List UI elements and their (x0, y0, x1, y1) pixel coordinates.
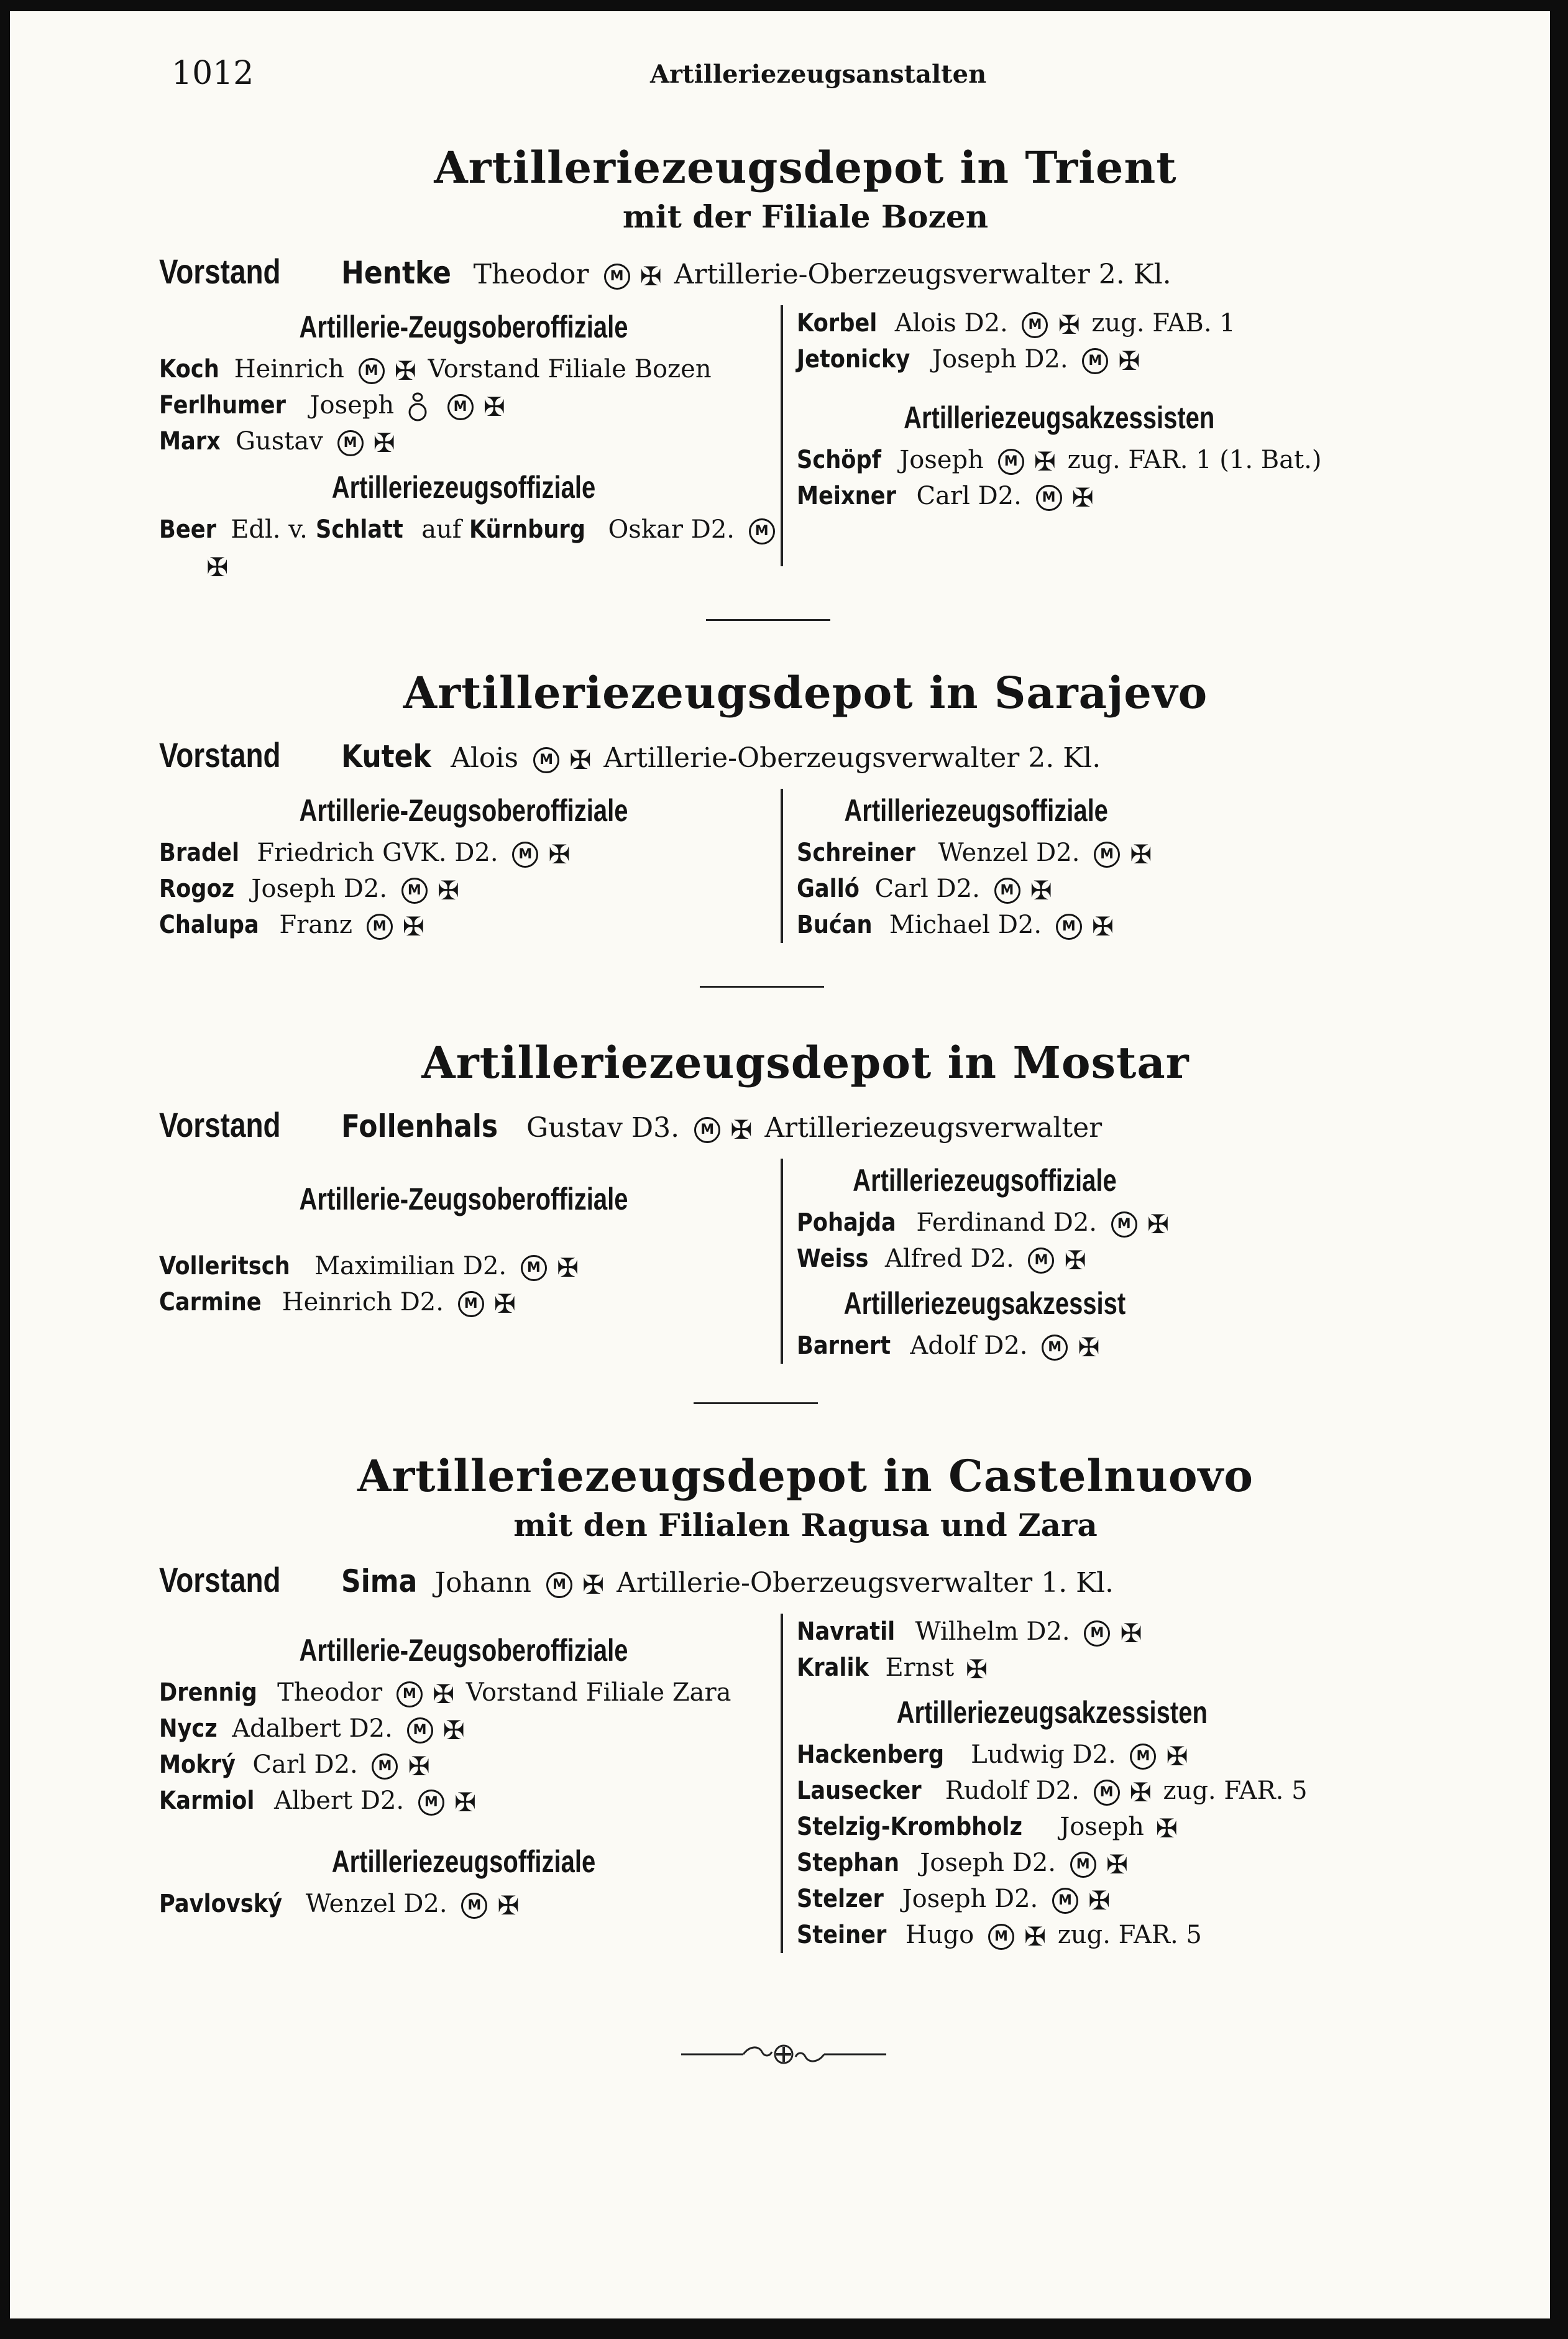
list-item (159, 871, 768, 907)
surname: Steiner (797, 1921, 887, 1949)
list-item (797, 1917, 1308, 1953)
m-badge-icon: M (418, 1790, 444, 1816)
cross-icon: ✠ (1106, 1849, 1128, 1880)
column-heading: Artilleriezeugsakzessisten (904, 400, 1215, 435)
firstname: Adalbert (232, 1714, 341, 1743)
surname: Meixner (797, 482, 896, 510)
firstname: Wenzel (938, 839, 1029, 867)
surname: Schöpf (797, 446, 881, 474)
m-badge-icon: M (1056, 914, 1082, 940)
m-badge-icon: M (1082, 348, 1108, 374)
m-badge-icon: M (749, 518, 775, 545)
firstname: Joseph (932, 345, 1017, 374)
m-badge-icon: M (1036, 485, 1062, 511)
vorstand-label: Vorstand (159, 1560, 281, 1599)
vorstand-surname: Kutek (341, 738, 431, 774)
list-item (797, 1328, 1173, 1364)
firstname: Rudolf (945, 1776, 1028, 1805)
note: zug. FAR. 5 (1057, 1921, 1202, 1949)
decoration: D2. (984, 1331, 1028, 1360)
firstname: Joseph (902, 1885, 987, 1913)
cross-icon: ✠ (1130, 839, 1152, 870)
cross-icon: ✠ (206, 552, 229, 582)
firstname: Michael (889, 911, 991, 939)
vorstand-firstname: Gustav (526, 1112, 623, 1144)
m-badge-icon: M (1042, 1335, 1068, 1361)
decoration: D2. (349, 1714, 393, 1743)
page (10, 11, 1550, 2318)
surname: Barnert (797, 1331, 891, 1360)
firstname: Heinrich (234, 355, 344, 384)
section-title: Artilleriezeugsdepot in Sarajevo (403, 667, 1208, 719)
decoration: D2. (1072, 1740, 1116, 1769)
m-badge-icon: M (447, 394, 474, 420)
surname: Mokrý (159, 1750, 236, 1779)
firstname: Joseph (1060, 1813, 1144, 1841)
list-item (797, 1205, 1173, 1241)
list-item (159, 1783, 768, 1819)
decoration: D2. (400, 1288, 444, 1317)
cross-icon: ✠ (1129, 1777, 1152, 1808)
column-heading: Artillerie-Zeugsoberoffiziale (299, 793, 628, 828)
m-badge-icon: M (546, 1572, 572, 1598)
m-badge-icon: M (461, 1893, 487, 1919)
name-particle: Edl. v. (231, 515, 308, 544)
decoration: D2. (997, 911, 1042, 939)
m-badge-icon: M (512, 842, 538, 868)
cross-icon: ✠ (394, 356, 416, 386)
cross-icon: ✠ (1024, 1921, 1047, 1952)
note: zug. FAB. 1 (1091, 309, 1236, 338)
decoration: D2. (970, 1244, 1014, 1273)
columns (159, 1614, 1452, 1953)
firstname: Gustav (236, 427, 323, 456)
surname: Drennig (159, 1678, 257, 1707)
firstname: Carl (916, 482, 970, 510)
list-item (159, 1284, 768, 1320)
list-item (797, 478, 1321, 514)
surname: Kralik (797, 1653, 869, 1682)
surname: Korbel (797, 309, 878, 338)
list-item (797, 305, 1321, 341)
decoration: D2. (690, 515, 735, 544)
cross-icon: ✠ (965, 1654, 988, 1684)
surname: Jetonicky (797, 345, 910, 374)
surname: Kürnburg (469, 515, 586, 544)
vorstand-firstname: Theodor (473, 259, 589, 290)
cross-icon: ✠ (493, 1289, 516, 1319)
m-badge-icon: M (1130, 1744, 1156, 1770)
list-item (797, 1241, 1173, 1277)
surname: Pavlovský (159, 1890, 283, 1918)
firstname: Ernst (885, 1653, 955, 1682)
section-sarajevo (159, 667, 1452, 943)
firstname: Oskar (608, 515, 684, 544)
note: Vorstand Filiale Bozen (428, 355, 712, 384)
surname: Lausecker (797, 1776, 922, 1805)
surname: Schreiner (797, 839, 915, 867)
vorstand-surname: Sima (341, 1563, 417, 1599)
firstname: Franz (279, 911, 352, 939)
m-badge-icon: M (604, 264, 630, 290)
column-heading: Artilleriezeugsoffiziale (844, 793, 1108, 828)
cross-icon: ✠ (1058, 310, 1080, 340)
left-column (159, 1614, 781, 1953)
column-heading: Artilleriezeugsakzessisten (896, 1695, 1208, 1730)
decoration: D2. (403, 1890, 447, 1918)
vorstand-label: Vorstand (159, 1105, 281, 1144)
medal-icon (407, 391, 428, 423)
list-item (159, 548, 768, 584)
page-number: 1012 (172, 55, 254, 92)
list-item (159, 423, 768, 459)
list-item (797, 341, 1321, 377)
firstname: Maximilian (314, 1252, 456, 1280)
section-title: Artilleriezeugsdepot in Trient (434, 142, 1177, 193)
column-heading: Artilleriezeugsoffiziale (331, 470, 596, 505)
list-item (159, 1248, 768, 1284)
right-column (781, 1614, 1308, 1953)
section-divider (700, 986, 824, 988)
m-badge-icon: M (694, 1117, 720, 1143)
vorstand-firstname: Johann (434, 1567, 531, 1599)
section-title: Artilleriezeugsdepot in Mostar (421, 1037, 1190, 1088)
m-badge-icon: M (401, 878, 428, 904)
firstname: Hugo (905, 1921, 974, 1949)
decoration: D2. (343, 875, 388, 903)
end-ornament-icon (681, 2041, 886, 2068)
m-badge-icon: M (367, 914, 393, 940)
m-badge-icon: M (1111, 1211, 1137, 1238)
firstname: Wilhelm (915, 1617, 1019, 1646)
surname: Rogoz (159, 875, 235, 903)
firstname: Ferdinand (916, 1208, 1046, 1237)
firstname: Albert (274, 1786, 353, 1815)
list-item (797, 1845, 1308, 1881)
note: Vorstand Filiale Zara (465, 1678, 731, 1707)
m-badge-icon: M (533, 747, 559, 773)
m-badge-icon: M (337, 430, 364, 456)
m-badge-icon: M (521, 1255, 547, 1281)
cross-icon: ✠ (432, 1679, 455, 1709)
cross-icon: ✠ (1120, 1618, 1142, 1648)
list-item (159, 512, 768, 548)
cross-icon: ✠ (1071, 482, 1094, 513)
vorstand-rank: Artillerie-Oberzeugsverwalter 2. Kl. (674, 259, 1171, 290)
firstname: Ludwig (971, 1740, 1065, 1769)
firstname: Adolf (910, 1331, 976, 1360)
m-badge-icon: M (359, 358, 385, 384)
cross-icon: ✠ (1078, 1332, 1100, 1363)
surname: Pohajda (797, 1208, 896, 1237)
list-item (159, 1711, 768, 1747)
cross-icon: ✠ (1088, 1885, 1111, 1916)
m-badge-icon: M (994, 878, 1020, 904)
decoration: D2. (964, 309, 1008, 338)
firstname: Joseph (920, 1849, 1005, 1877)
list-item (797, 442, 1321, 478)
cross-icon: ✠ (402, 911, 424, 942)
decoration: D2. (1012, 1849, 1056, 1877)
surname: Koch (159, 355, 219, 384)
firstname: Joseph (309, 391, 395, 420)
firstname: Alfred (884, 1244, 963, 1273)
vorstand-rank: Artilleriezeugsverwalter (764, 1112, 1103, 1144)
cross-icon: ✠ (483, 392, 505, 422)
m-badge-icon: M (372, 1753, 398, 1780)
note: zug. FAR. 5 (1163, 1776, 1308, 1805)
section-mostar (159, 1037, 1452, 1364)
section-subtitle: mit den Filialen Ragusa und Zara (513, 1507, 1098, 1543)
decoration: D2. (462, 1252, 507, 1280)
list-item (797, 1809, 1308, 1845)
surname: Hackenberg (797, 1740, 945, 1769)
extra: GVK. (382, 839, 447, 867)
decoration: D2. (1036, 839, 1080, 867)
cross-icon: ✠ (442, 1715, 465, 1745)
section-castelnuovo (159, 1450, 1452, 1953)
vorstand-surname: Hentke (341, 255, 451, 291)
cross-icon: ✠ (437, 875, 459, 906)
list-item (159, 1886, 768, 1922)
running-title: Artilleriezeugsanstalten (650, 60, 987, 89)
right-column (781, 789, 1155, 943)
cross-icon: ✠ (569, 744, 592, 775)
m-badge-icon: M (1094, 1780, 1120, 1806)
vorstand-surname: Follenhals (341, 1108, 498, 1144)
surname: Carmine (159, 1288, 262, 1317)
firstname: Joseph (251, 875, 336, 903)
column-heading: Artilleriezeugsoffiziale (331, 1844, 596, 1879)
column-heading: Artilleriezeugsoffiziale (853, 1163, 1117, 1198)
vorstand-line (159, 735, 1452, 775)
decoration: D2. (1053, 1208, 1098, 1237)
columns (159, 305, 1452, 584)
surname: Volleritsch (159, 1252, 290, 1280)
firstname: Joseph (899, 446, 984, 474)
list-item (797, 871, 1155, 907)
note: zug. FAR. 1 (1. Bat.) (1067, 446, 1322, 474)
right-column (781, 305, 1321, 566)
vorstand-decoration: D3. (631, 1112, 680, 1144)
m-badge-icon: M (1022, 312, 1048, 338)
list-item (159, 351, 768, 387)
decoration: D2. (454, 839, 498, 867)
section-divider (706, 619, 830, 621)
column-heading: Artillerie-Zeugsoberoffiziale (299, 1182, 628, 1216)
cross-icon: ✠ (556, 1252, 579, 1283)
cross-icon: ✠ (373, 428, 395, 458)
surname: Stephan (797, 1849, 900, 1877)
firstname: Heinrich (282, 1288, 392, 1317)
surname: Chalupa (159, 911, 259, 939)
surname: Galló (797, 875, 860, 903)
list-item (797, 835, 1155, 871)
m-badge-icon: M (407, 1717, 433, 1744)
surname: Bradel (159, 839, 240, 867)
decoration: D2. (978, 482, 1022, 510)
decoration: D2. (1026, 1617, 1070, 1646)
firstname: Carl (874, 875, 928, 903)
surname: Beer (159, 515, 216, 544)
list-item (797, 907, 1155, 943)
surname: Schlatt (315, 515, 403, 544)
list-item (797, 1650, 1308, 1686)
surname: Navratil (797, 1617, 896, 1646)
surname: Ferlhumer (159, 391, 286, 420)
vorstand-label: Vorstand (159, 735, 281, 774)
vorstand-label: Vorstand (159, 252, 281, 291)
cross-icon: ✠ (454, 1787, 477, 1817)
cross-icon: ✠ (1030, 875, 1052, 906)
cross-icon: ✠ (640, 260, 662, 292)
left-column (159, 1159, 781, 1364)
m-badge-icon: M (1070, 1852, 1096, 1878)
firstname: Wenzel (305, 1890, 396, 1918)
m-badge-icon: M (988, 1924, 1014, 1950)
cross-icon: ✠ (497, 1890, 520, 1921)
cross-icon: ✠ (408, 1751, 430, 1781)
surname: Karmiol (159, 1786, 255, 1815)
cross-icon: ✠ (1118, 346, 1140, 376)
columns (159, 1159, 1452, 1364)
cross-icon: ✠ (1147, 1209, 1169, 1239)
section-title: Artilleriezeugsdepot in Castelnuovo (357, 1450, 1254, 1502)
surname: Stelzer (797, 1885, 884, 1913)
decoration: D2. (360, 1786, 405, 1815)
decoration: D2. (936, 875, 980, 903)
firstname: Friedrich (257, 839, 375, 867)
decoration: D2. (1035, 1776, 1080, 1805)
column-heading: Artillerie-Zeugsoberoffiziale (299, 1633, 628, 1668)
cross-icon: ✠ (1155, 1813, 1178, 1844)
vorstand-line (159, 1560, 1452, 1600)
vorstand-rank: Artillerie-Oberzeugsverwalter 1. Kl. (617, 1567, 1114, 1599)
section-trient (159, 142, 1452, 584)
firstname: Carl (252, 1750, 306, 1779)
list-item (159, 1747, 768, 1783)
m-badge-icon: M (1052, 1888, 1078, 1914)
list-item (797, 1614, 1308, 1650)
decoration: D2. (1024, 345, 1068, 374)
firstname: Alois (894, 309, 956, 338)
m-badge-icon: M (1028, 1248, 1054, 1274)
section-subtitle: mit der Filiale Bozen (622, 198, 989, 235)
decoration: D2. (994, 1885, 1038, 1913)
name-particle: auf (421, 515, 462, 544)
cross-icon: ✠ (1091, 911, 1114, 942)
m-badge-icon: M (458, 1291, 484, 1317)
surname: Marx (159, 427, 221, 456)
m-badge-icon: M (397, 1681, 423, 1707)
running-head (172, 55, 1432, 98)
vorstand-firstname: Alois (451, 742, 519, 774)
cross-icon: ✠ (1034, 446, 1056, 477)
cross-icon: ✠ (1064, 1245, 1086, 1275)
surname: Bućan (797, 911, 873, 939)
column-heading: Artillerie-Zeugsoberoffiziale (299, 310, 628, 344)
m-badge-icon: M (1094, 842, 1120, 868)
section-divider (694, 1402, 818, 1404)
left-column (159, 789, 781, 943)
firstname: Theodor (277, 1678, 383, 1707)
cross-icon: ✠ (730, 1114, 753, 1145)
left-column (159, 305, 781, 584)
m-badge-icon: M (998, 449, 1024, 475)
right-column (781, 1159, 1173, 1364)
vorstand-line (159, 251, 1452, 292)
list-item (159, 387, 768, 423)
m-badge-icon: M (1084, 1620, 1110, 1647)
decoration: D2. (314, 1750, 358, 1779)
columns (159, 789, 1452, 943)
list-item (159, 1675, 768, 1711)
list-item (797, 1773, 1308, 1809)
cross-icon: ✠ (582, 1569, 605, 1600)
vorstand-line (159, 1105, 1452, 1145)
list-item (797, 1881, 1308, 1917)
vorstand-rank: Artillerie-Oberzeugsverwalter 2. Kl. (603, 742, 1101, 774)
column-heading: Artilleriezeugsakzessist (843, 1286, 1126, 1321)
surname: Nycz (159, 1714, 218, 1743)
surname: Weiss (797, 1244, 869, 1273)
list-item (159, 907, 768, 943)
list-item (159, 835, 768, 871)
surname: Stelzig-Krombholz (797, 1813, 1022, 1841)
cross-icon: ✠ (1166, 1741, 1188, 1771)
list-item (797, 1737, 1308, 1773)
cross-icon: ✠ (548, 839, 571, 870)
